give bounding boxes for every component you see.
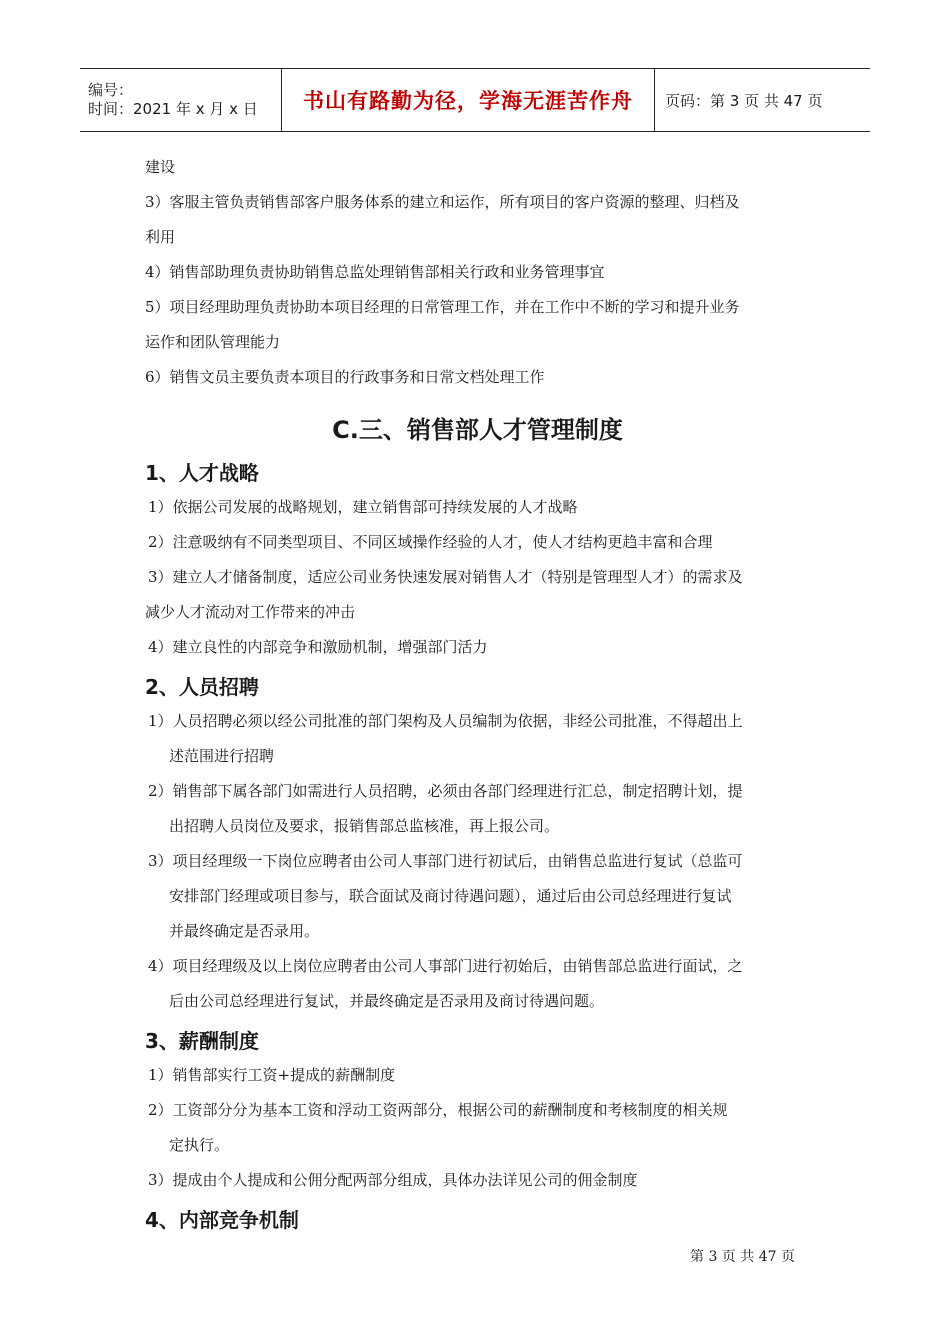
list-item: 1）人员招聘必须以经公司批准的部门架构及人员编制为依据，非经公司批准，不得超出上 (148, 712, 743, 730)
section-heading-compensation: 3、薪酬制度 (145, 1029, 259, 1053)
paragraph-line: 3）客服主管负责销售部客户服务体系的建立和运作，所有项目的客户资源的整理、归档及 (145, 193, 740, 211)
list-item-continuation: 减少人才流动对工作带来的冲击 (145, 603, 356, 621)
paragraph-line: 6）销售文员主要负责本项目的行政事务和日常文档处理工作 (145, 368, 545, 386)
list-item: 1）依据公司发展的战略规划，建立销售部可持续发展的人才战略 (148, 498, 578, 516)
list-item: 2）注意吸纳有不同类型项目、不同区域操作经验的人才，使人才结构更趋丰富和合理 (148, 533, 713, 551)
header-page-info (655, 69, 870, 131)
page-header (80, 68, 870, 132)
section-heading-talent-strategy: 1、人才战略 (145, 461, 259, 485)
list-item: 4）项目经理级及以上岗位应聘者由公司人事部门进行初始后，由销售部总监进行面试，之 (148, 957, 743, 975)
list-item-continuation: 定执行。 (169, 1136, 230, 1154)
list-item-continuation: 安排部门经理或项目参与，联合面试及商讨待遇问题），通过后由公司总经理进行复试 (169, 887, 732, 905)
header-motto (282, 69, 655, 131)
list-item: 2）工资部分分为基本工资和浮动工资两部分，根据公司的薪酬制度和考核制度的相关规 (148, 1101, 728, 1119)
page-number-label: 页码：第 3 页 共 47 页 (665, 91, 823, 110)
list-item: 3）建立人才储备制度，适应公司业务快速发展对销售人才（特别是管理型人才）的需求及 (148, 568, 743, 586)
list-item: 3）项目经理级一下岗位应聘者由公司人事部门进行初试后，由销售总监进行复试（总监可 (148, 852, 743, 870)
document-date: 时间：2021 年 x 月 x 日 (88, 100, 258, 118)
list-item-continuation: 后由公司总经理进行复试，并最终确定是否录用及商讨待遇问题。 (169, 992, 605, 1010)
page-footer: 第 3 页 共 47 页 (690, 1249, 795, 1265)
list-item-continuation: 出招聘人员岗位及要求，报销售部总监核准，再上报公司。 (169, 817, 560, 835)
list-item: 4）建立良性的内部竞争和激励机制，增强部门活力 (148, 638, 488, 656)
header-meta (80, 69, 282, 131)
paragraph-line: 运作和团队管理能力 (145, 333, 281, 351)
document-body (145, 150, 810, 1237)
motto-text: 书山有路勤为径，学海无涯苦作舟 (303, 89, 633, 113)
list-item: 1）销售部实行工资+提成的薪酬制度 (148, 1066, 396, 1084)
paragraph-line: 建设 (145, 158, 176, 176)
paragraph-line: 利用 (145, 228, 176, 246)
section-main-title: C.三、销售部人才管理制度 (332, 416, 623, 444)
paragraph-line: 4）销售部助理负责协助销售总监处理销售部相关行政和业务管理事宜 (145, 263, 605, 281)
list-item: 2）销售部下属各部门如需进行人员招聘，必须由各部门经理进行汇总，制定招聘计划，提 (148, 782, 743, 800)
list-item-continuation: 述范围进行招聘 (169, 747, 275, 765)
paragraph-line: 5）项目经理助理负责协助本项目经理的日常管理工作，并在工作中不断的学习和提升业务 (145, 298, 740, 316)
section-heading-internal-competition: 4、内部竞争机制 (145, 1208, 299, 1232)
section-heading-recruitment: 2、人员招聘 (145, 675, 259, 699)
list-item-continuation: 并最终确定是否录用。 (169, 922, 320, 940)
document-number-label: 编号： (88, 81, 134, 99)
list-item: 3）提成由个人提成和公佣分配两部分组成，具体办法详见公司的佣金制度 (148, 1171, 638, 1189)
